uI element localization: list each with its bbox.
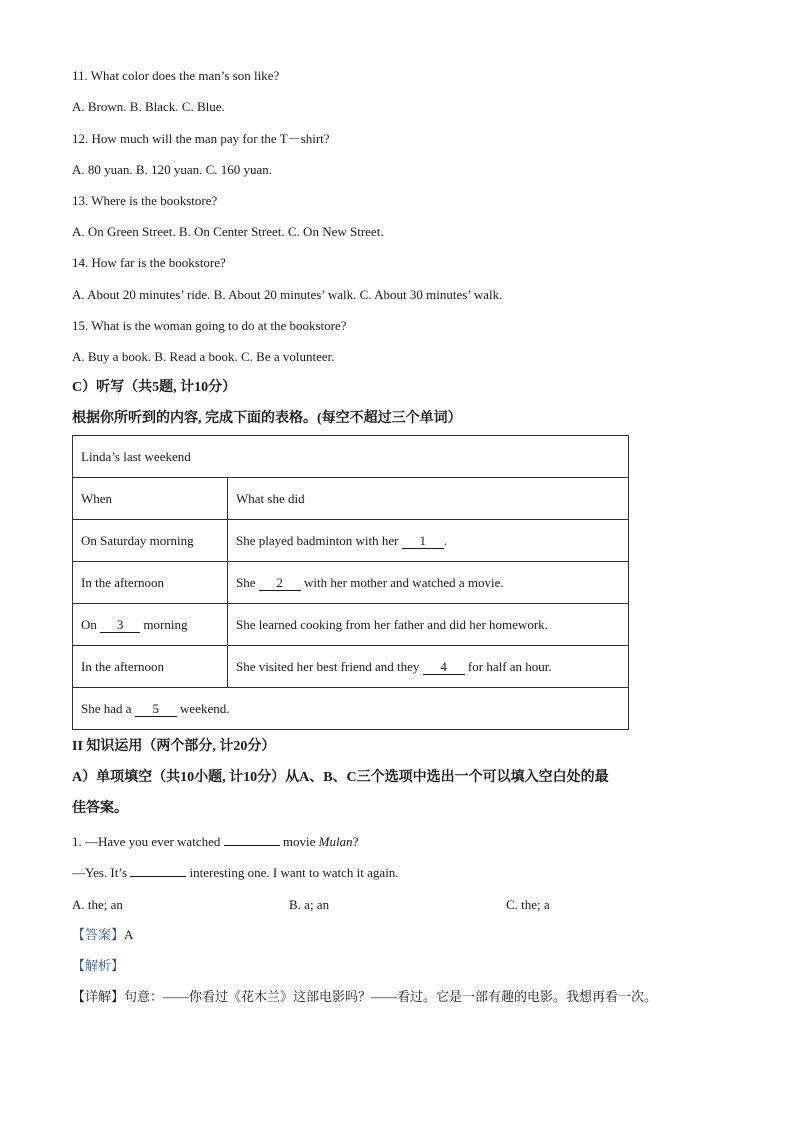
table-row [73, 646, 629, 688]
what-cell [228, 562, 629, 604]
blank-4[interactable]: 4 [423, 660, 465, 675]
mc-question-1 [72, 834, 358, 850]
question-14: 14. How far is the bookstore? [72, 255, 226, 270]
what-text-end: for half an hour. [464, 658, 552, 674]
when-cell [73, 562, 228, 604]
answer-value: A [124, 927, 134, 942]
question-13: 13. Where is the bookstore? [72, 193, 218, 208]
detail-text: 句意：——你看过《花木兰》这部电影吗？——看过。它是一部有趣的电影。我想再看一次。 [124, 989, 658, 1004]
table-row [73, 604, 629, 646]
reply-text: —Yes. It’s [72, 865, 131, 880]
movie-title: Mulan [318, 834, 353, 849]
footer-text: She had a [81, 700, 135, 716]
table-title: Linda’s last weekend [73, 436, 629, 478]
table-title-row [73, 436, 629, 478]
table-footer-row [73, 688, 629, 730]
when-text: In the afternoon [81, 658, 165, 674]
part-2-heading: II 知识运用（两个部分, 计20分） [72, 739, 276, 754]
when-cell [73, 520, 228, 562]
when-cell [73, 646, 228, 688]
question-11: 11. What color does the man’s son like? [72, 68, 280, 83]
what-text: She learned cooking from her father and did her homework. [236, 616, 548, 632]
analysis-label: 【解析】 [72, 958, 125, 973]
option-b[interactable]: B. a; an [289, 897, 330, 912]
mc-question-1-reply [72, 865, 399, 881]
question-15-options: A. Buy a book. B. Read a book. C. Be a volunteer. [72, 349, 335, 364]
part-2-sub-heading-line2: 佳答案。 [72, 801, 128, 816]
mc-blank-1a[interactable] [224, 845, 280, 846]
detail-line [72, 989, 657, 1005]
when-text: On [81, 616, 101, 632]
mc-question-1-end: ? [352, 834, 359, 849]
question-14-options: A. About 20 minutes’ ride. B. About 20 minutes’ walk. C. About 30 minutes’ walk. [72, 287, 503, 302]
weekend-table [72, 435, 629, 730]
what-text-end: . [443, 532, 447, 548]
when-text-end: morning [140, 616, 188, 632]
what-text: She played badminton with her [236, 532, 402, 548]
blank-1[interactable]: 1 [402, 534, 444, 549]
question-12-options: A. 80 yuan. B. 120 yuan. C. 160 yuan. [72, 162, 273, 177]
question-11-options: A. Brown. B. Black. C. Blue. [72, 99, 225, 114]
what-cell [228, 604, 629, 646]
what-cell [228, 520, 629, 562]
part-2-sub-heading-line1: A）单项填空（共10小题, 计10分）从A、B、C三个选项中选出一个可以填入空白处的最 [72, 770, 609, 785]
table-row [73, 520, 629, 562]
mc-question-1-mid: movie [279, 834, 319, 849]
when-text: On Saturday morning [81, 532, 194, 548]
section-c-instruction: 根据你所听到的内容, 完成下面的表格。(每空不超过三个单词） [72, 411, 462, 426]
option-a[interactable]: A. the; an [72, 897, 123, 912]
mc-blank-1b[interactable] [130, 876, 186, 877]
section-c-heading: C）听写（共5题, 计10分） [72, 380, 237, 395]
column-header-what: What she did [228, 478, 629, 520]
when-text: In the afternoon [81, 574, 165, 590]
mc-question-1-text: 1. —Have you ever watched [72, 834, 224, 849]
answer-label: 【答案】 [72, 927, 125, 942]
option-c[interactable]: C. the; a [506, 897, 550, 912]
table-row [73, 562, 629, 604]
question-13-options: A. On Green Street. B. On Center Street. C. On New Street. [72, 224, 384, 239]
when-cell [73, 604, 228, 646]
blank-5[interactable]: 5 [135, 702, 177, 717]
what-text: She visited her best friend and they [236, 658, 423, 674]
what-text-end: with her mother and watched a movie. [300, 574, 504, 590]
what-text: She [236, 574, 259, 590]
blank-3[interactable]: 3 [100, 618, 140, 633]
blank-2[interactable]: 2 [259, 576, 301, 591]
reply-text-end: interesting one. I want to watch it again. [186, 865, 399, 880]
detail-label: 【详解】 [72, 989, 125, 1004]
footer-cell [73, 688, 629, 730]
question-15: 15. What is the woman going to do at the bookstore? [72, 318, 347, 333]
question-12: 12. How much will the man pay for the T－shirt? [72, 131, 330, 146]
what-cell [228, 646, 629, 688]
answer-line [72, 927, 133, 943]
table-header-row [73, 478, 629, 520]
column-header-when: When [73, 478, 228, 520]
footer-text-end: weekend. [176, 700, 230, 716]
